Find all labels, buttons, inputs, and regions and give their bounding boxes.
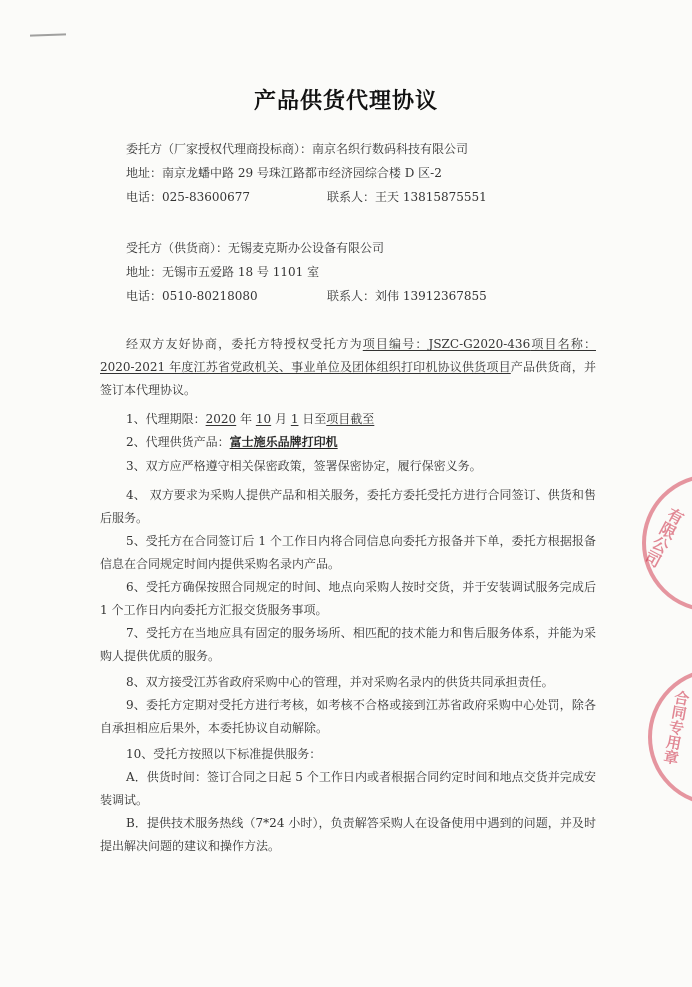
clause-10: 10、受托方按照以下标准提供服务： bbox=[126, 747, 322, 761]
principal-name: 委托方（厂家授权代理商投标商）：南京名织行数码科技有限公司 bbox=[126, 142, 469, 156]
clause-2-product: 富士施乐品牌打印机 bbox=[229, 435, 338, 449]
clause-1-month-label: 月 bbox=[274, 412, 287, 426]
agent-address: 地址：无锡市五爱路 18 号 1101 室 bbox=[126, 265, 320, 279]
clause-1-end: 项目截至 bbox=[326, 412, 375, 426]
principal-address: 地址：南京龙蟠中路 29 号珠江路都市经济园综合楼 D 区-2 bbox=[126, 166, 442, 180]
agent-phone: 电话：0510-80218080 bbox=[126, 289, 258, 303]
clause-4: 4、 双方要求为采购人提供产品和相关服务，委托方委托受托方进行合同签订、供货和售后服务。 bbox=[100, 488, 596, 525]
document-title: 产品供货代理协议 bbox=[253, 89, 438, 114]
agent-contact: 联系人：刘伟 13912367855 bbox=[327, 289, 487, 303]
clause-10-b: B．提供技术服务热线（7*24 小时），负责解答采购人在设备使用中遇到的问题，并及时提出解决问题的建议和操作方法。 bbox=[100, 816, 596, 853]
scan-mark bbox=[30, 33, 66, 36]
clause-7: 7、受托方在当地应具有固定的服务场所、相匹配的技术能力和售后服务体系，并能为采购人提供优质的服务。 bbox=[100, 626, 596, 663]
clause-2 bbox=[126, 434, 338, 450]
project-number: 项目编号：JSZC-G2020-436 bbox=[362, 337, 531, 351]
clause-2-prefix: 2、代理供货产品： bbox=[126, 435, 230, 449]
clause-9: 9、委托方定期对受托方进行考核，如考核不合格或接到江苏省政府采购中心处罚，除各自承担相应后果外，本委托协议自动解除。 bbox=[100, 698, 596, 735]
project-name: 项目名称：2020-2021 年度江苏省党政机关、事业单位及团体组织打印机协议供货项目 bbox=[100, 337, 596, 374]
clause-6: 6、受托方确保按照合同规定的时间、地点向采购人按时交货，并于安装调试服务完成后 1 个工作日内向委托方汇报交货服务事项。 bbox=[100, 580, 596, 617]
company-seal-text: 有限公司 bbox=[640, 504, 687, 570]
agent-name: 受托方（供货商）：无锡麦克斯办公设备有限公司 bbox=[126, 241, 385, 255]
clause-3: 3、双方应严格遵守相关保密政策，签署保密协定，履行保密义务。 bbox=[126, 459, 482, 473]
clause-10-a: A．供货时间：签订合同之日起 5 个工作日内或者根据合同约定时间和地点交货并完成安装调试。 bbox=[100, 770, 596, 807]
clause-1-year-label: 年 bbox=[240, 412, 253, 426]
clause-1-year: 2020 bbox=[205, 412, 237, 426]
intro-prefix: 经双方友好协商，委托方特授权受托方为 bbox=[126, 337, 363, 351]
clause-1 bbox=[126, 411, 374, 427]
clause-1-month: 10 bbox=[255, 412, 272, 426]
contract-seal-text: 合同专用章 bbox=[660, 688, 692, 766]
principal-contact: 联系人：王天 13815875551 bbox=[327, 190, 487, 204]
principal-phone: 电话：025-83600677 bbox=[126, 190, 251, 204]
clause-1-prefix: 1、代理期限： bbox=[126, 412, 206, 426]
clause-1-day: 1 bbox=[290, 412, 299, 426]
intro-paragraph bbox=[100, 333, 596, 402]
clause-5: 5、受托方在合同签订后 1 个工作日内将合同信息向委托方报备并下单，委托方根据报备信息在合同规定时间内提供采购名录内产品。 bbox=[100, 534, 596, 571]
clause-1-day-label: 日至 bbox=[302, 412, 327, 426]
clause-8: 8、双方接受江苏省政府采购中心的管理，并对采购名录内的供货共同承担责任。 bbox=[126, 675, 554, 689]
intro-suffix: 产品供货商，并签订本代理协议。 bbox=[100, 360, 596, 397]
